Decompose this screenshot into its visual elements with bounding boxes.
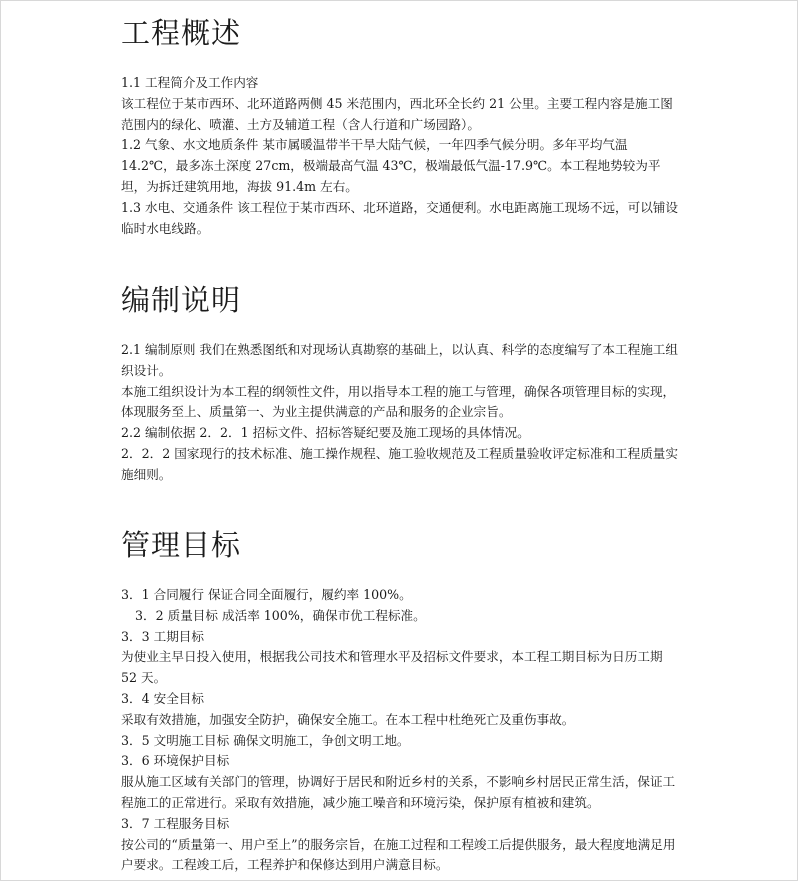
paragraph: 本施工组织设计为本工程的纲领性文件，用以指导本工程的施工与管理，确保各项管理目标的实现，体现服务至上、质量第一、为业主提供满意的产品和服务的企业宗旨。 (121, 383, 676, 420)
paragraph: 该工程位于某市西环、北环道路两侧 45 米范围内，西北环全长约 21 公里。主要工程内容是施工图范围内的绿化、喷灌、土方及辅道工程（含人行道和广场园路）。 (121, 95, 673, 132)
section-body-management-goals (121, 585, 681, 876)
paragraph: 3．4 安全目标 (121, 690, 204, 706)
paragraph: 3．7 工程服务目标 (121, 815, 230, 831)
paragraph: 3．3 工期目标 (121, 628, 204, 644)
paragraph: 2．2．2 国家现行的技术标准、施工操作规程、施工验收规范及工程质量验收评定标准和工程质量实施细则。 (121, 445, 678, 482)
paragraph: 为使业主早日投入使用，根据我公司技术和管理水平及招标文件要求，本工程工期目标为日历工期 52 天。 (121, 649, 663, 686)
paragraph: 2.2 编制依据 2．2．1 招标文件、招标答疑纪要及施工现场的具体情况。 (121, 425, 530, 441)
section-title-compilation-notes: 编制说明 (121, 283, 242, 317)
paragraph: 1.3 水电、交通条件 该工程位于某市西环、北环道路，交通便利。水电距离施工现场不远，可以铺设临时水电线路。 (121, 199, 678, 236)
paragraph: 1.2 气象、水文地质条件 某市属暖温带半干旱大陆气候，一年四季气候分明。多年平均气温 14.2℃，最多冻土深度 27cm，极端最高气温 43℃，极端最低气温-17.9℃。本工程地势较为平坦，为拆迁建筑用地，海拔 91.4m 左右。 (121, 137, 661, 194)
section-title-management-goals: 管理目标 (121, 528, 242, 562)
paragraph: 服从施工区域有关部门的管理，协调好于居民和附近乡村的关系，不影响乡村居民正常生活，保证工程施工的正常进行。采取有效措施，减少施工噪音和环境污染，保护原有植被和建筑。 (121, 774, 676, 810)
section-body-overview (121, 73, 681, 239)
paragraph: 按公司的“质量第一、用户至上”的服务宗旨，在施工过程和工程竣工后提供服务，最大程度地满足用户要求。工程竣工后，工程养护和保修达到用户满意目标。 (121, 836, 676, 873)
paragraph: 3．1 合同履行 保证合同全面履行，履约率 100%。 (121, 587, 412, 602)
paragraph: 2.1 编制原则 我们在熟悉图纸和对现场认真勘察的基础上，以认真、科学的态度编写了本工程施工组织设计。 (121, 342, 678, 378)
paragraph: 3．2 质量目标 成活率 100%，确保市优工程标准。 (135, 607, 426, 623)
paragraph: 3．5 文明施工目标 确保文明施工，争创文明工地。 (121, 732, 410, 748)
paragraph: 采取有效措施，加强安全防护，确保安全施工。在本工程中杜绝死亡及重伤事故。 (121, 711, 575, 727)
section-body-compilation-notes (121, 340, 681, 486)
paragraph: 1.1 工程简介及工作内容 (121, 75, 259, 90)
paragraph: 3．6 环境保护目标 (121, 753, 230, 769)
section-title-overview: 工程概述 (121, 16, 242, 50)
